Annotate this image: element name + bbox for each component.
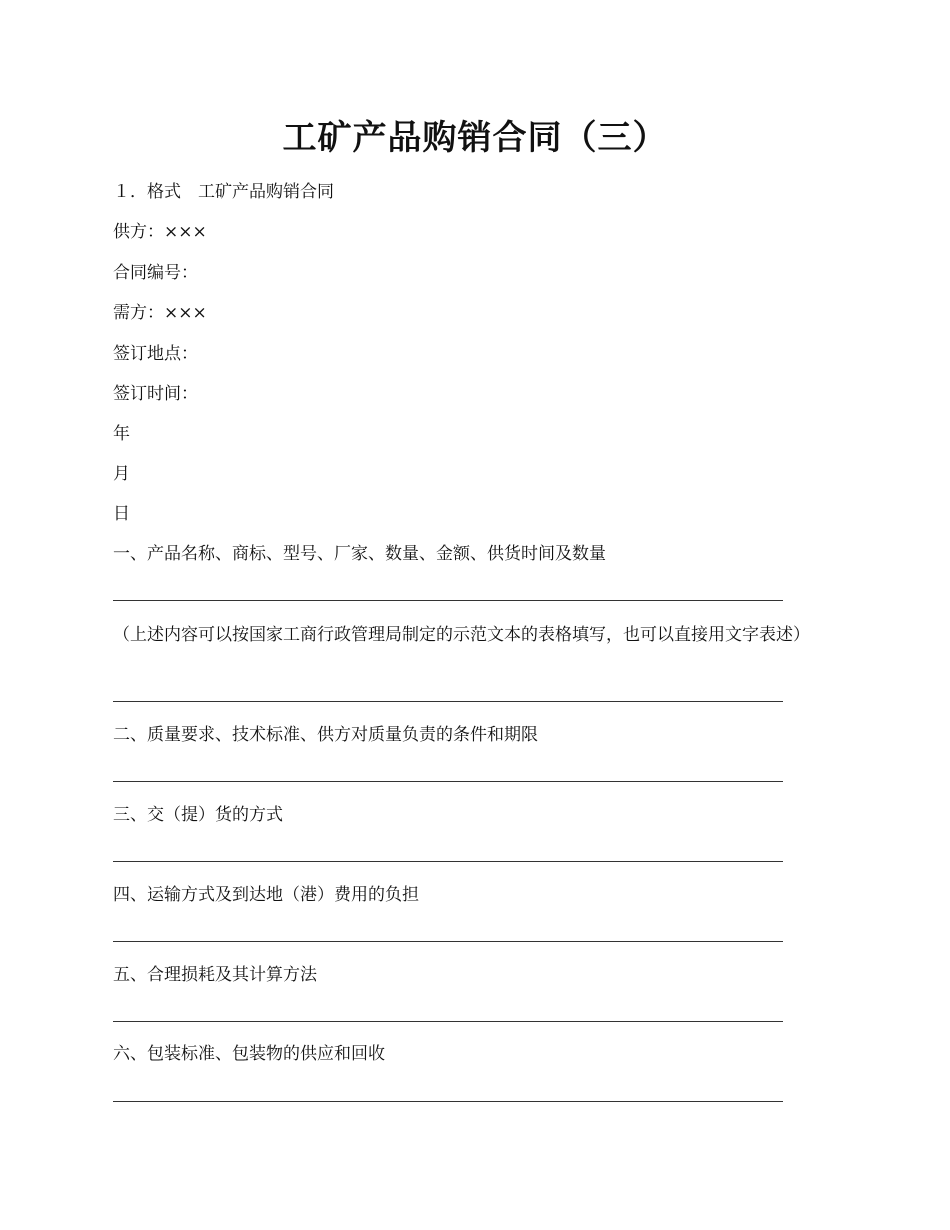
fill-in-line: [113, 781, 783, 782]
clause-1-heading: 一、产品名称、商标、型号、厂家、数量、金额、供货时间及数量: [113, 544, 606, 564]
sign-month: 月: [113, 464, 130, 484]
fill-in-line: [113, 701, 783, 702]
buyer-field: 需方：×××: [113, 303, 207, 323]
sign-time-field: 签订时间：: [113, 384, 198, 404]
clause-5-heading: 五、合理损耗及其计算方法: [113, 965, 317, 985]
clause-4-heading: 四、运输方式及到达地（港）费用的负担: [113, 885, 419, 905]
clause-1-note: （上述内容可以按国家工商行政管理局制定的示范文本的表格填写，也可以直接用文字表述）: [113, 625, 810, 645]
fill-in-line: [113, 941, 783, 942]
clause-3-heading: 三、交（提）货的方式: [113, 805, 283, 825]
fill-in-line: [113, 600, 783, 601]
supplier-field: 供方：×××: [113, 222, 207, 242]
contract-number-field: 合同编号：: [113, 263, 198, 283]
sign-day: 日: [113, 504, 130, 524]
clause-6-heading: 六、包装标准、包装物的供应和回收: [113, 1044, 385, 1064]
fill-in-line: [113, 861, 783, 862]
clause-2-heading: 二、质量要求、技术标准、供方对质量负责的条件和期限: [113, 725, 538, 745]
format-line: １．格式 工矿产品购销合同: [113, 182, 334, 202]
fill-in-line: [113, 1021, 783, 1022]
fill-in-line: [113, 1101, 783, 1102]
document-title: 工矿产品购销合同（三）: [282, 118, 668, 158]
sign-place-field: 签订地点：: [113, 344, 198, 364]
sign-year: 年: [113, 424, 130, 444]
